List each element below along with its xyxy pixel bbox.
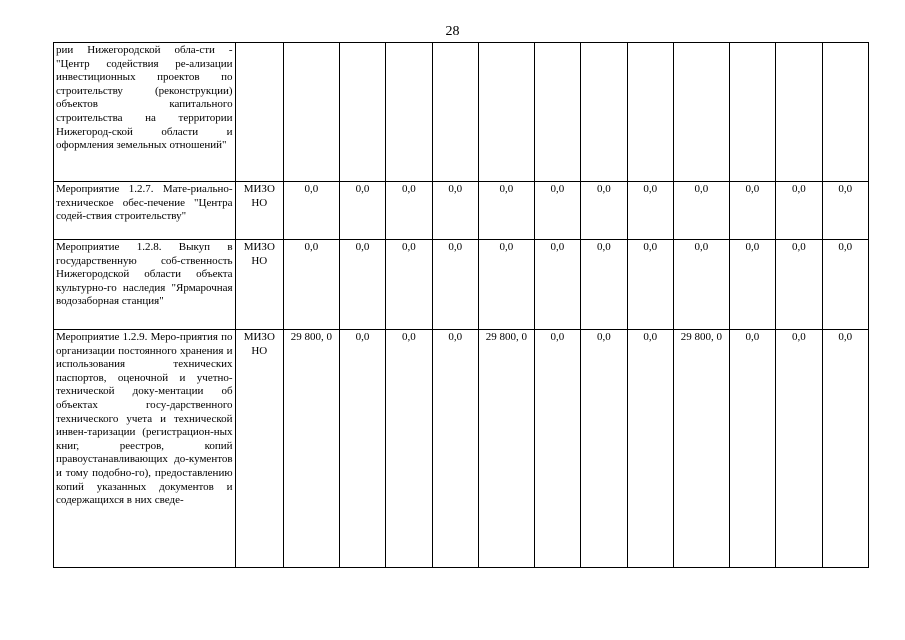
- value-cell: 29 800, 0: [673, 330, 729, 568]
- value-cell: 0,0: [386, 240, 432, 330]
- value-cell: 0,0: [822, 240, 868, 330]
- value-cell: 0,0: [581, 182, 627, 240]
- value-cell: 0,0: [479, 240, 535, 330]
- value-cell: 0,0: [534, 182, 580, 240]
- value-cell: 0,0: [432, 182, 478, 240]
- measure-description: Мероприятие 1.2.7. Мате-риально-техническое обес-печение "Центра содей-ствия строительству": [54, 182, 236, 240]
- value-cell: [581, 43, 627, 182]
- executor-cell: МИЗО НО: [235, 182, 283, 240]
- value-cell: [673, 43, 729, 182]
- value-cell: [432, 43, 478, 182]
- value-cell: [284, 43, 340, 182]
- value-cell: [729, 43, 775, 182]
- value-cell: 0,0: [284, 182, 340, 240]
- value-cell: 0,0: [339, 182, 385, 240]
- measure-description: Мероприятие 1.2.8. Выкуп в государственную соб-ственность Нижегородской области объекта культурно-го наследия "Ярмарочная водозаборная станция": [54, 240, 236, 330]
- measure-description: рии Нижегородской обла-сти - "Центр содействия ре-ализации инвестиционных проектов по строительству (реконструкции) объектов капитального строительства на территории Нижегород-ской области и оформления земельных отношений": [54, 43, 236, 182]
- value-cell: 0,0: [729, 240, 775, 330]
- value-cell: [534, 43, 580, 182]
- value-cell: [339, 43, 385, 182]
- executor-cell: МИЗО НО: [235, 330, 283, 568]
- value-cell: [479, 43, 535, 182]
- value-cell: 29 800, 0: [284, 330, 340, 568]
- value-cell: 0,0: [534, 330, 580, 568]
- table-row: [54, 43, 869, 182]
- value-cell: 0,0: [339, 330, 385, 568]
- value-cell: [776, 43, 822, 182]
- value-cell: 0,0: [776, 182, 822, 240]
- value-cell: 0,0: [432, 330, 478, 568]
- value-cell: 0,0: [386, 182, 432, 240]
- value-cell: [822, 43, 868, 182]
- value-cell: 0,0: [627, 240, 673, 330]
- value-cell: 0,0: [581, 330, 627, 568]
- value-cell: 0,0: [776, 330, 822, 568]
- measure-description: Мероприятие 1.2.9. Меро-приятия по организации постоянного хранения и использования технических паспортов, оценочной и учетно-технической доку-ментации об объектах госу-дарственного технического учета и технической инвен-таризации (регистрацион-ных книг, реестров, копий правоустанавливающих до-кументов и тому подобно-го), предоставлению копий указанных документов и содержащихся в них сведе-: [54, 330, 236, 568]
- value-cell: 0,0: [284, 240, 340, 330]
- value-cell: 0,0: [776, 240, 822, 330]
- value-cell: 0,0: [627, 330, 673, 568]
- value-cell: 0,0: [581, 240, 627, 330]
- value-cell: 0,0: [386, 330, 432, 568]
- value-cell: 29 800, 0: [479, 330, 535, 568]
- value-cell: 0,0: [729, 182, 775, 240]
- table-row: [54, 240, 869, 330]
- executor-cell: [235, 43, 283, 182]
- value-cell: 0,0: [729, 330, 775, 568]
- value-cell: 0,0: [822, 182, 868, 240]
- value-cell: 0,0: [673, 240, 729, 330]
- page-number: 28: [445, 24, 460, 39]
- value-cell: [627, 43, 673, 182]
- value-cell: 0,0: [432, 240, 478, 330]
- program-measures-table: [53, 42, 869, 568]
- value-cell: 0,0: [479, 182, 535, 240]
- value-cell: 0,0: [627, 182, 673, 240]
- value-cell: 0,0: [673, 182, 729, 240]
- executor-cell: МИЗО НО: [235, 240, 283, 330]
- value-cell: 0,0: [534, 240, 580, 330]
- table-row: [54, 330, 869, 568]
- table-row: [54, 182, 869, 240]
- value-cell: 0,0: [339, 240, 385, 330]
- value-cell: [386, 43, 432, 182]
- value-cell: 0,0: [822, 330, 868, 568]
